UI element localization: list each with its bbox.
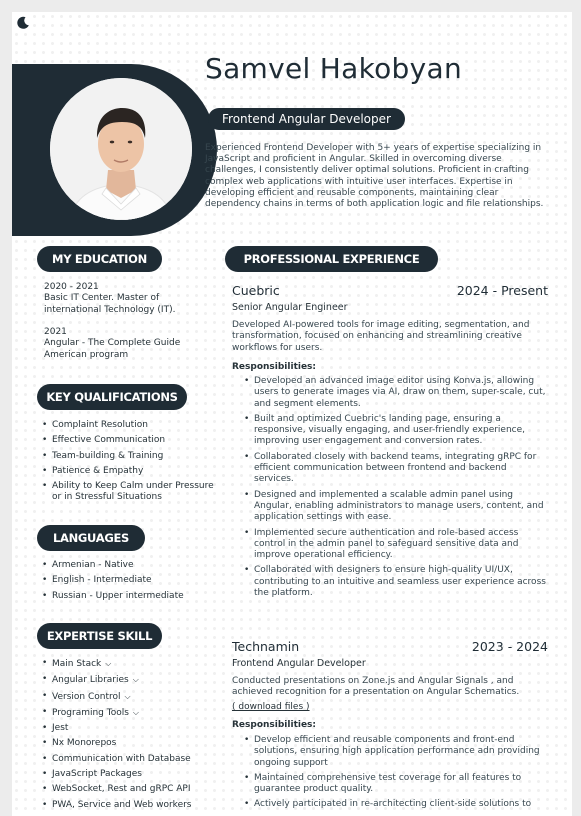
list-item: • Team-building & Training — [42, 451, 222, 462]
education-text: Angular - The Complete Guide American program — [44, 338, 181, 360]
languages-list — [42, 560, 222, 606]
expertise-label: Angular Libraries — [52, 675, 129, 686]
education-item — [44, 327, 214, 361]
expertise-item-programing-tools[interactable] — [42, 707, 222, 719]
expertise-label: Programing Tools — [52, 707, 129, 718]
company-name: Cuebric — [232, 283, 280, 298]
responsibilities-title: Responsibilities: — [232, 720, 317, 730]
download-files-link[interactable]: ( download files ) — [232, 702, 310, 712]
list-item: • Complaint Resolution — [42, 420, 222, 431]
job-header — [232, 639, 548, 654]
education-heading: MY EDUCATION — [37, 246, 162, 272]
candidate-name: Samvel Hakobyan — [205, 52, 462, 85]
responsibilities-list — [244, 735, 549, 815]
education-text: Basic IT Center. Master of international Technology (IT). — [44, 293, 176, 315]
chevron-down-icon[interactable]: ⌵ — [132, 707, 139, 717]
list-item: • Patience & Empathy — [42, 466, 222, 477]
expertise-label: Version Control — [52, 691, 121, 702]
job-role: Frontend Angular Developer — [232, 658, 366, 669]
expertise-item-main-stack[interactable] — [42, 658, 222, 670]
list-item: • Effective Communication — [42, 435, 222, 446]
list-item: • Develop efficient and reusable components and front-end solutions, ensuring high application performance adn providing ongoing support — [244, 735, 549, 769]
list-item: • Ability to Keep Calm under Pressure or in Stressful Situations — [42, 481, 222, 504]
moon-icon[interactable] — [14, 14, 32, 32]
job-role: Senior Angular Engineer — [232, 302, 348, 313]
job-period: 2024 - Present — [456, 283, 548, 298]
qualifications-list — [42, 420, 222, 508]
education-years: 2020 - 2021 — [44, 282, 99, 292]
responsibilities-list — [244, 376, 549, 603]
list-item: • Built and optimized Cuebric's landing page, ensuring a responsive, visually engaging, and user-friendly experience, improving user engagement and conversion rates. — [244, 414, 549, 448]
list-item: • Armenian - Native — [42, 560, 222, 571]
qualifications-heading: KEY QUALIFICATIONS — [37, 384, 187, 410]
list-item: • PWA, Service and Web workers — [42, 800, 222, 811]
profile-summary: Experienced Frontend Developer with 5+ years of expertise specializing in JavaScript and proficient in Angular. Skilled in overcoming diverse challenges, I consistently deliver optimal solutions. Proficient in crafting complex web applications with intuitive user interfaces. Expertise in developing efficient and reusable components, maintaining clear dependency chains in terms of both application logic and file relationships. — [205, 143, 544, 210]
expertise-heading: EXPERTISE SKILL — [37, 623, 162, 649]
list-item: • Maintained comprehensive test coverage for all features to guarantee product quality. — [244, 773, 549, 796]
languages-heading: LANGUAGES — [37, 525, 145, 551]
job-description: Conducted presentations on Zone.js and Angular Signals , and achieved recognition for a presentation on Angular Schematics. — [232, 676, 520, 698]
list-item: • Actively participated in re-architecting client-side solutions to — [244, 799, 549, 810]
list-item: • WebSocket, Rest and gRPC API — [42, 784, 222, 795]
chevron-down-icon[interactable]: ⌵ — [132, 675, 139, 685]
list-item: • Russian - Upper intermediate — [42, 591, 222, 602]
resume-page — [12, 12, 572, 816]
responsibilities-title: Responsibilities: — [232, 362, 317, 372]
list-item: • Collaborated with designers to ensure high-quality UI/UX, contributing to an intuitive and seamless user experience across the platform. — [244, 565, 549, 599]
company-name: Technamin — [232, 639, 300, 654]
list-item: • Designed and implemented a scalable admin panel using Angular, enabling administrators to manage users, content, and application settings with ease. — [244, 490, 549, 524]
list-item: • English - Intermediate — [42, 575, 222, 586]
list-item: • Developed an advanced image editor using Konva.js, allowing users to generate images via AI, draw on them, super-scale, cut, and segment elements. — [244, 376, 549, 410]
list-item: • Collaborated closely with backend teams, integrating gRPC for efficient communication between frontend and backend services. — [244, 452, 549, 486]
expertise-item-version-control[interactable] — [42, 691, 222, 703]
job-period: 2023 - 2024 — [471, 639, 548, 654]
profile-photo — [50, 78, 192, 220]
expertise-label: Main Stack — [52, 659, 102, 669]
expertise-list — [42, 658, 222, 815]
expertise-item-angular-libraries[interactable] — [42, 674, 222, 686]
chevron-down-icon[interactable]: ⌵ — [105, 659, 112, 668]
theme-toggle-glyph — [16, 16, 30, 30]
job-title-badge: Frontend Angular Developer — [208, 108, 405, 130]
list-item: • JavaScript Packages — [42, 769, 222, 780]
list-item: • Implemented secure authentication and role-based access control in the admin panel to safeguard sensitive data and improve operational efficiency. — [244, 528, 549, 562]
job-header — [232, 283, 548, 298]
experience-heading: PROFESSIONAL EXPERIENCE — [225, 246, 438, 272]
chevron-down-icon[interactable]: ⌵ — [124, 691, 131, 701]
list-item: • Communication with Database — [42, 754, 222, 765]
education-years: 2021 — [44, 327, 67, 337]
education-item — [44, 282, 214, 316]
job-description: Developed AI-powered tools for image editing, segmentation, and transformation, focused on enhancing and streamlining creative workflows for users. — [232, 320, 530, 353]
list-item: • Nx Monorepos — [42, 738, 222, 749]
list-item: • Jest — [42, 723, 222, 734]
